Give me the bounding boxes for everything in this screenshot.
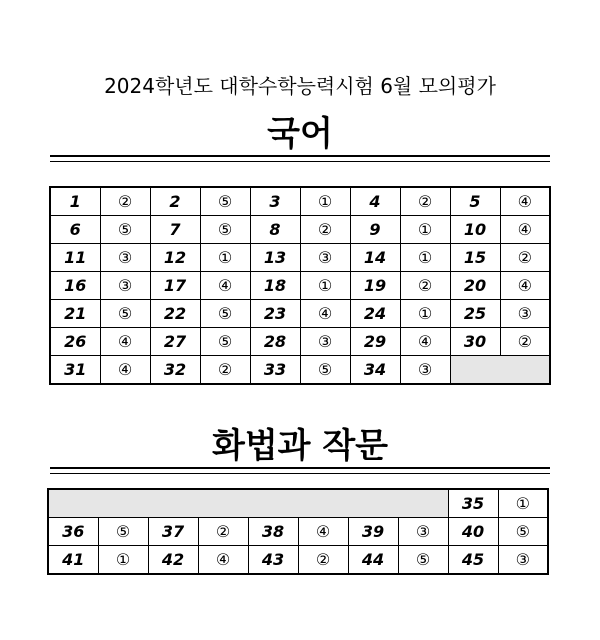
question-number: 33 [250,356,300,385]
question-number: 38 [248,518,298,546]
question-number: 9 [350,216,400,244]
answer-choice: ② [300,216,350,244]
answer-choice: ④ [100,328,150,356]
answer-choice: ① [300,187,350,216]
question-number: 24 [350,300,400,328]
answer-choice: ③ [100,272,150,300]
question-number: 35 [448,489,498,518]
question-number: 42 [148,546,198,575]
answer-choice: ② [500,328,550,356]
answer-choice: ③ [100,244,150,272]
answer-choice: ① [98,546,148,575]
answer-choice: ④ [400,328,450,356]
question-number: 7 [150,216,200,244]
answer-choice: ⑤ [98,518,148,546]
answer-choice: ② [100,187,150,216]
question-number: 40 [448,518,498,546]
answer-choice: ④ [500,272,550,300]
answer-row [48,518,548,546]
answer-choice: ③ [398,518,448,546]
answer-choice: ④ [300,300,350,328]
question-number: 44 [348,546,398,575]
question-number: 45 [448,546,498,575]
question-number: 2 [150,187,200,216]
answer-choice: ① [498,489,548,518]
answer-choice: ④ [298,518,348,546]
answer-row [50,328,550,356]
answer-choice: ④ [500,216,550,244]
answer-row [50,216,550,244]
question-number: 13 [250,244,300,272]
question-number: 10 [450,216,500,244]
writing-section-title: 화법과 작문 [211,426,389,466]
korean-answer-table [49,186,551,385]
answer-choice: ⑤ [398,546,448,575]
answer-choice: ⑤ [200,187,250,216]
answer-choice: ④ [500,187,550,216]
answer-choice: ① [400,216,450,244]
answer-choice: ① [400,244,450,272]
answer-choice: ⑤ [200,300,250,328]
answer-row [48,489,548,518]
answer-choice: ⑤ [498,518,548,546]
korean-title-rule [50,155,550,162]
question-number: 29 [350,328,400,356]
answer-choice: ⑤ [100,216,150,244]
exam-title: 2024학년도 대학수학능력시험 6월 모의평가 [104,74,496,98]
answer-choice: ② [200,356,250,385]
korean-section-title: 국어 [267,114,333,154]
answer-row [50,244,550,272]
answer-choice: ② [400,187,450,216]
writing-title-rule [50,467,550,474]
question-number: 30 [450,328,500,356]
answer-choice: ① [300,272,350,300]
question-number: 16 [50,272,100,300]
question-number: 12 [150,244,200,272]
answer-choice: ⑤ [100,300,150,328]
question-number: 15 [450,244,500,272]
answer-choice: ③ [500,300,550,328]
answer-choice: ④ [200,272,250,300]
question-number: 17 [150,272,200,300]
question-number: 20 [450,272,500,300]
answer-row [50,272,550,300]
question-number: 36 [48,518,98,546]
question-number: 43 [248,546,298,575]
question-number: 1 [50,187,100,216]
question-number: 3 [250,187,300,216]
answer-choice: ① [200,244,250,272]
question-number: 18 [250,272,300,300]
question-number: 28 [250,328,300,356]
answer-choice: ⑤ [300,356,350,385]
question-number: 32 [150,356,200,385]
question-number: 14 [350,244,400,272]
writing-answer-table [47,488,549,575]
question-number: 25 [450,300,500,328]
answer-choice: ② [298,546,348,575]
question-number: 41 [48,546,98,575]
answer-choice: ③ [300,328,350,356]
answer-choice: ⑤ [200,216,250,244]
answer-choice: ③ [400,356,450,385]
answer-choice: ② [198,518,248,546]
question-number: 19 [350,272,400,300]
answer-choice: ② [400,272,450,300]
question-number: 11 [50,244,100,272]
answer-row [50,187,550,216]
answer-choice: ③ [498,546,548,575]
answer-choice: ② [500,244,550,272]
answer-choice: ④ [100,356,150,385]
answer-choice: ④ [198,546,248,575]
question-number: 27 [150,328,200,356]
question-number: 31 [50,356,100,385]
question-number: 4 [350,187,400,216]
answer-choice: ⑤ [200,328,250,356]
answer-row [48,546,548,575]
question-number: 26 [50,328,100,356]
question-number: 37 [148,518,198,546]
question-number: 34 [350,356,400,385]
question-number: 5 [450,187,500,216]
blank-cell [450,356,550,385]
question-number: 39 [348,518,398,546]
question-number: 8 [250,216,300,244]
question-number: 6 [50,216,100,244]
answer-row [50,300,550,328]
answer-choice: ① [400,300,450,328]
answer-row [50,356,550,385]
question-number: 22 [150,300,200,328]
question-number: 21 [50,300,100,328]
question-number: 23 [250,300,300,328]
blank-cell [48,489,448,518]
answer-choice: ③ [300,244,350,272]
